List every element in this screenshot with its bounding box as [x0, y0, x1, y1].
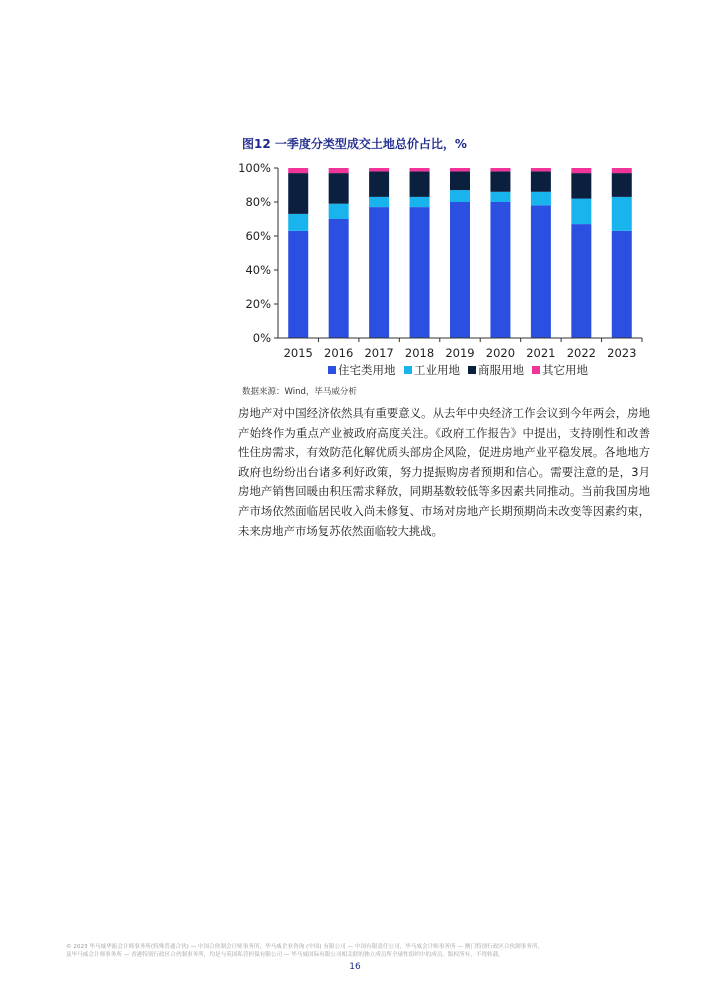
bar-segment	[531, 168, 551, 171]
body-paragraph: 房地产对中国经济依然具有重要意义。从去年中央经济工作会议到今年两会，房地产始终作为重点产业被政府高度关注。《政府工作报告》中提出，支持刚性和改善性住房需求，有效防范化解优质头部房企风险，促进房地产业平稳发展。各地地方政府也纷纷出台诸多利好政策，努力提振购房者预期和信心。需要注意的是，3月房地产销售回暖由积压需求释放，同期基数较低等多因素共同推动。当前我国房地产市场依然面临居民收入尚未修复、市场对房地产长期预期尚未改变等因素约束，未来房地产市场复苏依然面临较大挑战。	[238, 406, 650, 538]
chart-legend	[328, 363, 588, 377]
bar-segment	[329, 204, 349, 219]
y-axis	[238, 161, 278, 345]
bar-segment	[490, 202, 510, 338]
bar-segment	[329, 173, 349, 204]
x-tick-label: 2019	[445, 346, 475, 360]
x-tick-label: 2016	[324, 346, 354, 360]
legend-swatch	[532, 366, 540, 374]
bar-segment	[450, 168, 470, 171]
bar-segment	[369, 168, 389, 171]
bar-segment	[612, 231, 632, 338]
x-tick-label: 2020	[485, 346, 516, 360]
bar-segment	[571, 168, 591, 173]
bar-segment	[410, 197, 430, 207]
y-tick-label: 80%	[245, 195, 271, 209]
bar-segment	[612, 168, 632, 173]
bar-segment	[450, 202, 470, 338]
bar-segment	[571, 224, 591, 338]
bar-segment	[450, 190, 470, 202]
y-tick-label: 100%	[238, 161, 271, 175]
bar-segment	[288, 231, 308, 338]
bar-segment	[410, 171, 430, 197]
bar-segment	[531, 205, 551, 338]
footer-line-1: © 2023 毕马威华振会计师事务所(特殊普通合伙) — 中国合伙制会计师事务所，毕马威企业咨询 (中国) 有限公司 — 中国有限责任公司，毕马威会计师事务所 — 澳门特别行政区合伙制事务所，	[66, 944, 544, 950]
bar-segment	[288, 214, 308, 231]
bars-group	[288, 168, 632, 338]
bar-segment	[490, 192, 510, 202]
y-tick-label: 40%	[245, 263, 271, 277]
bar-segment	[410, 207, 430, 338]
legend-swatch	[468, 366, 476, 374]
bar-segment	[490, 171, 510, 191]
x-tick-label: 2018	[404, 346, 435, 360]
x-tick-label: 2015	[283, 346, 313, 360]
bar-segment	[410, 168, 430, 171]
legend-label: 住宅类用地	[338, 363, 396, 377]
x-tick-label: 2017	[364, 346, 394, 360]
legend-label: 商服用地	[478, 363, 524, 377]
x-tick-label: 2021	[526, 346, 556, 360]
legend-label: 工业用地	[414, 363, 460, 377]
bar-segment	[369, 207, 389, 338]
bar-segment	[329, 219, 349, 338]
x-axis	[278, 338, 642, 360]
bar-segment	[531, 192, 551, 206]
legend-label: 其它用地	[542, 363, 588, 377]
bar-segment	[288, 168, 308, 173]
y-tick-label: 60%	[245, 229, 271, 243]
bar-segment	[369, 197, 389, 207]
legend-swatch	[404, 366, 412, 374]
page-number: 16	[349, 962, 361, 972]
bar-segment	[612, 197, 632, 231]
footer-disclaimer	[66, 943, 646, 959]
y-tick-label: 20%	[245, 297, 271, 311]
figure-source: 数据来源：Wind，毕马威分析	[242, 387, 357, 397]
legend-swatch	[328, 366, 336, 374]
bar-segment	[288, 173, 308, 214]
x-tick-label: 2022	[566, 346, 596, 360]
bar-segment	[490, 168, 510, 171]
y-tick-label: 0%	[252, 331, 271, 345]
x-tick-label: 2023	[607, 346, 637, 360]
bar-segment	[329, 168, 349, 173]
bar-segment	[531, 171, 551, 191]
stacked-bar-chart	[236, 158, 656, 384]
figure-title: 图12 一季度分类型成交土地总价占比，%	[242, 137, 467, 151]
bar-segment	[369, 171, 389, 197]
bar-segment	[612, 173, 632, 197]
bar-segment	[571, 173, 591, 199]
bar-segment	[450, 171, 470, 190]
footer-line-2: 及毕马威会计师事务所 — 香港特别行政区合伙制事务所，均是与英国私营担保有限公司 — 毕马威国际有限公司相关联的独立成员所全球性组织中的成员。版权所有，不得转载。	[66, 952, 504, 958]
bar-segment	[571, 199, 591, 225]
